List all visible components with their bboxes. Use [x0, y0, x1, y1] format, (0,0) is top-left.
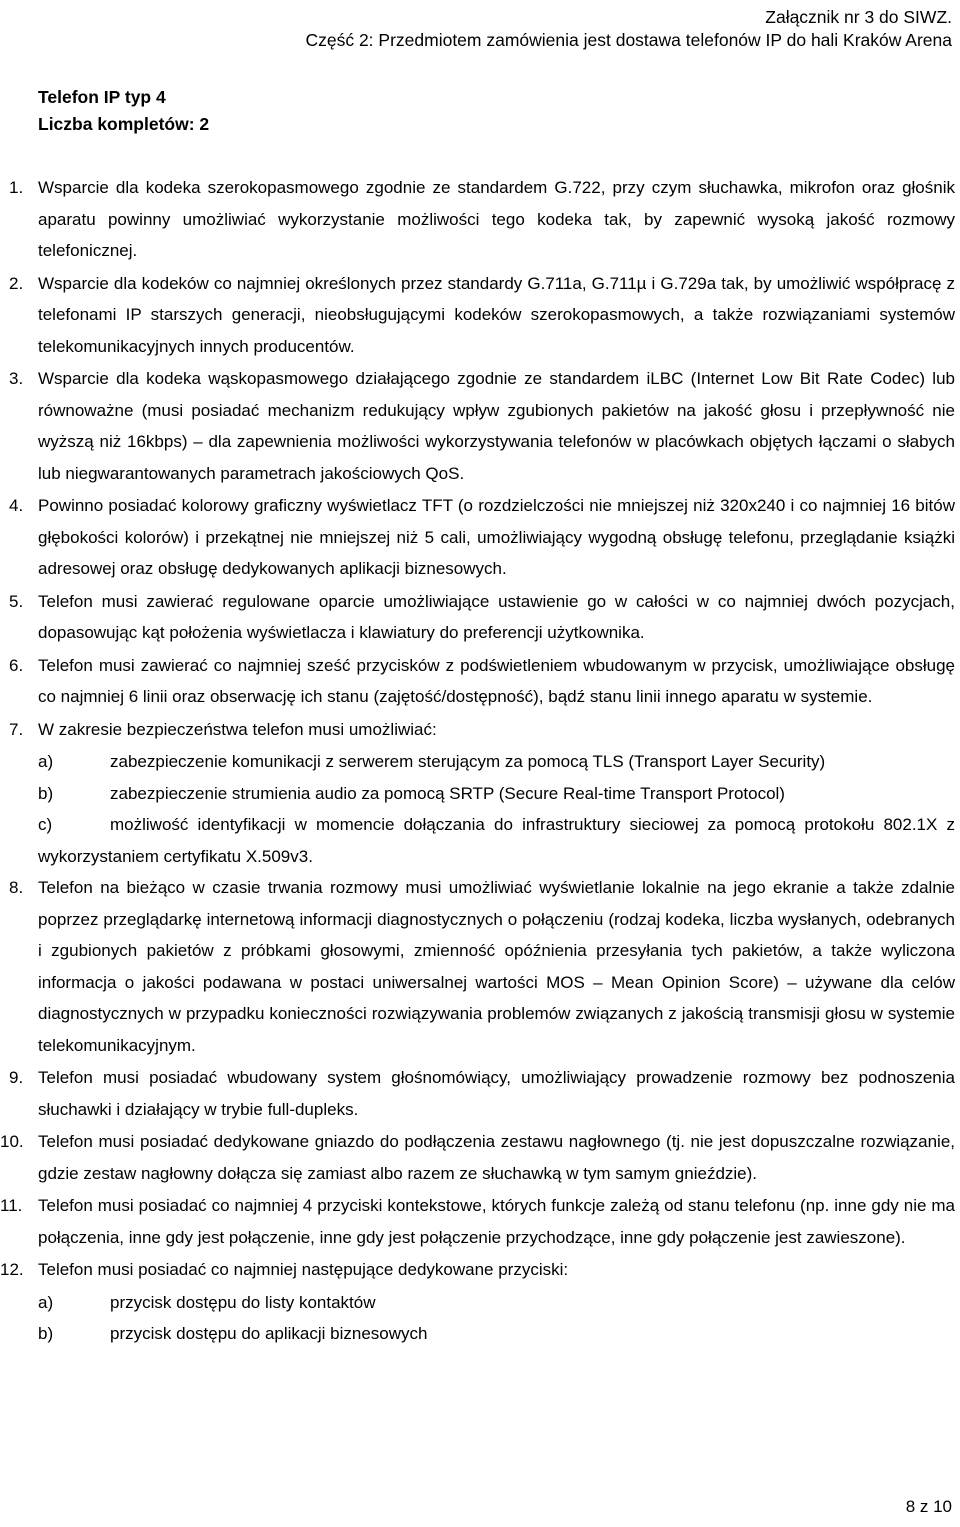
list-item [0, 1254, 955, 1286]
sub-item [0, 1318, 955, 1350]
sub-item-text: możliwość identyfikacji w momencie dołączania do infrastruktury sieciowej za pomocą protokołu 802.1X z wykorzystaniem certyfikatu X.509v3. [38, 815, 955, 866]
sub-item-letter: c) [38, 815, 53, 834]
item-text: Powinno posiadać kolorowy graficzny wyświetlacz TFT (o rozdzielczości nie mniejszej niż 320x240 i co najmniej 16 bitów głębokości kolorów) i przekątnej nie mniejszej niż 5 cali, umożliwiający wygodną obsługę telefonu, przeglądanie książki adresowej oraz obsługę dedykowanych aplikacji biznesowych. [38, 496, 955, 578]
sub-item-text: zabezpieczenie komunikacji z serwerem sterującym za pomocą TLS (Transport Layer Security) [110, 752, 826, 771]
list-item [0, 1126, 955, 1189]
phone-type-title: Telefon IP typ 4 [38, 87, 166, 107]
part-description: Część 2: Przedmiotem zamówienia jest dostawa telefonów IP do hali Kraków Arena [305, 30, 952, 50]
page-number: 8 z 10 [905, 1497, 952, 1516]
set-count: Liczba kompletów: 2 [38, 114, 210, 134]
sub-item [0, 809, 955, 872]
list-item [0, 363, 955, 489]
list-item [0, 490, 955, 585]
item-number: 7. [9, 719, 24, 739]
item-text: Telefon musi zawierać regulowane oparcie umożliwiające ustawienie go w całości w co najmniej dwóch pozycjach, dopasowując kąt położenia wyświetlacza i klawiatury do preferencji użytkownika. [38, 591, 955, 642]
item-text: Telefon musi posiadać co najmniej 4 przyciski kontekstowe, których funkcje zależą od stanu telefonu (np. inne gdy nie ma połączenia, inne gdy jest połączenie, inne gdy jest połączenie przychodzące, inne gdy połączenie jest zawieszone). [38, 1196, 955, 1247]
document-header [305, 6, 952, 52]
sub-item [0, 778, 955, 810]
document-title [38, 84, 209, 138]
item-text: Telefon na bieżąco w czasie trwania rozmowy musi umożliwiać wyświetlanie lokalnie na jego ekranie a także zdalnie poprzez przeglądarkę internetową informacji diagnostycznych o połączeniu (rodzaj kodeka, liczba wysłanych, odebranych i zgubionych pakietów z próbkami głosowymi, zmienność opóźnienia przesyłania tych pakietów, a także wyliczona informacja o jakości podawana w postaci uniwersalnej wartości MOS – Mean Opinion Score) – używane dla celów diagnostycznych w przypadku konieczności rozwiązywania problemów związanych z jakością transmisji głosu w systemie telekomunikacyjnym. [38, 878, 955, 1055]
item-number: 4. [9, 496, 24, 515]
item-number: 1. [9, 178, 24, 197]
sub-item [0, 746, 955, 778]
item-number: 12. [0, 1260, 24, 1279]
item-number: 10. [0, 1132, 24, 1151]
item-number: 3. [9, 369, 24, 388]
item-number: 8. [9, 878, 24, 897]
sub-item-text: przycisk dostępu do aplikacji biznesowych [110, 1324, 428, 1343]
item-text: W zakresie bezpieczeństwa telefon musi umożliwiać: [38, 719, 437, 739]
item-text: Telefon musi posiadać wbudowany system głośnomówiący, umożliwiający prowadzenie rozmowy bez podnoszenia słuchawki i działający w trybie full-dupleks. [38, 1068, 955, 1119]
item-text: Telefon musi zawierać co najmniej sześć przycisków z podświetleniem wbudowanym w przycisk, umożliwiające obsługę co najmniej 6 linii oraz obserwację ich stanu (zajętość/dostępność), bądź stanu linii innego aparatu w systemie. [38, 655, 955, 706]
sub-item-text: przycisk dostępu do listy kontaktów [110, 1292, 376, 1312]
item-number: 5. [9, 591, 24, 611]
item-text: Wsparcie dla kodeków co najmniej określonych przez standardy G.711a, G.711µ i G.729a tak, by umożliwić współpracę z telefonami IP starszych generacji, nieobsługującymi kodeków szerokopasmowych, a także rozwiązaniami systemów telekomunikacyjnych innych producentów. [38, 273, 955, 356]
sub-item-text: zabezpieczenie strumienia audio za pomocą SRTP (Secure Real-time Transport Protocol) [110, 783, 785, 803]
list-item [0, 172, 955, 267]
item-number: 11. [0, 1196, 23, 1215]
item-number: 6. [9, 655, 24, 675]
item-text: Wsparcie dla kodeka wąskopasmowego działającego zgodnie ze standardem iLBC (Internet Low Bit Rate Codec) lub równoważne (musi posiadać mechanizm redukujący wpływ zgubionych pakietów na jakość głosu i przepływność nie wyższą niż 16kbps) – dla zapewnienia możliwości wykorzystywania telefonów w placówkach objętych łączami o słabych lub niegwarantowanych parametrach jakościowych QoS. [38, 369, 955, 483]
attachment-label: Załącznik nr 3 do SIWZ. [765, 7, 952, 27]
list-item [0, 872, 955, 1061]
sub-item [0, 1287, 955, 1319]
item-number: 9. [9, 1068, 24, 1087]
sub-item-letter: b) [38, 783, 54, 803]
list-item [0, 268, 955, 363]
sub-item-letter: a) [38, 1292, 54, 1312]
list-item [0, 586, 955, 649]
list-item [0, 714, 955, 746]
item-text: Wsparcie dla kodeka szerokopasmowego zgodnie ze standardem G.722, przy czym słuchawka, mikrofon oraz głośnik aparatu powinny umożliwiać wykorzystanie możliwości tego kodeka tak, by zapewnić wysoką jakość rozmowy telefonicznej. [38, 178, 955, 260]
item-text: Telefon musi posiadać dedykowane gniazdo do podłączenia zestawu nagłownego (tj. nie jest dopuszczalne rozwiązanie, gdzie zestaw nagłowny dołącza się zamiast albo razem ze słuchawką w tym samym gnieździe). [38, 1132, 955, 1183]
sub-item-letter: b) [38, 1324, 54, 1343]
list-item [0, 1062, 955, 1125]
item-text: Telefon musi posiadać co najmniej następujące dedykowane przyciski: [38, 1260, 569, 1279]
requirements-list [0, 172, 955, 1350]
item-number: 2. [9, 273, 24, 293]
list-item [0, 1190, 955, 1253]
sub-item-letter: a) [38, 752, 54, 771]
list-item [0, 650, 955, 713]
